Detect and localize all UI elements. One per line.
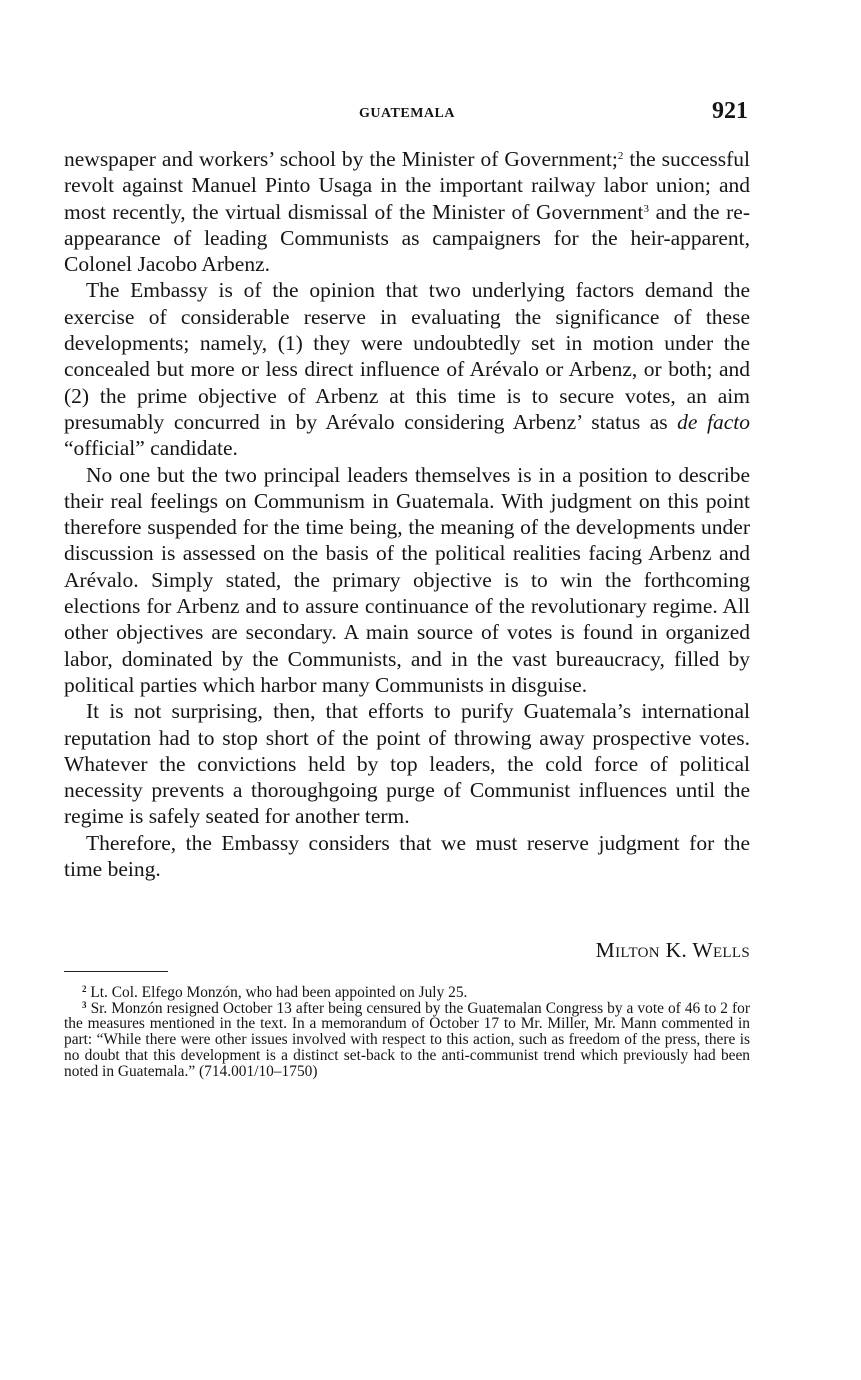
paragraph-text: newspaper and workers’ school by the Minister of Government;	[64, 147, 618, 171]
paragraph	[64, 830, 750, 883]
body-text	[64, 146, 750, 882]
footnote-reference: 3	[643, 202, 649, 215]
paragraph-text: “official” candidate.	[64, 436, 238, 461]
paragraph	[64, 146, 750, 277]
paragraph-text: the successful revolt against Manuel Pinto Usaga in the important railway labor union; and most recently, the virtual dismissal of the Minister of Government	[64, 147, 750, 224]
footnote-text: Sr. Monzón resigned October 13 after being censured by the Guatemalan Congress by a vote of 46 to 2 for the measures mentioned in the text. In a memorandum of October 17 to Mr. Miller, Mr. Mann commented in part: “While there were other issues involved with respect to this action, such as freedom of the press, there is no doubt that this development is a distinct set-back to the anti-communist trend which previously had been noted in Guatemala.” (714.001/10–1750)	[64, 999, 750, 1080]
page-number: 921	[712, 98, 748, 124]
footnote-reference: 2	[617, 150, 624, 162]
footnotes	[64, 985, 750, 1079]
paragraph	[64, 698, 750, 829]
footnote-marker: 3	[82, 999, 87, 1010]
paragraph	[64, 462, 750, 699]
footnote	[64, 985, 750, 1001]
paragraph-text: It is not surprising, then, that efforts to purify Guatemala’s international reputation had to stop short of the point of throwing away prospective votes. Whatever the convictions held by top leaders, the cold force of political necessity prevents a thoroughgoing purge of Communist influences until the regime is safely seated for another term.	[64, 699, 750, 829]
running-title: GUATEMALA	[358, 106, 456, 121]
paragraph-text: and the re-appearance of leading Communists as campaigners for the heir-apparent, Colonel Jacobo Arbenz.	[64, 199, 750, 277]
footnote	[64, 1001, 750, 1080]
italic-text: de facto	[677, 409, 750, 434]
paragraph	[64, 277, 750, 461]
paragraph-text: No one but the two principal leaders themselves is in a position to describe their real feelings on Communism in Guatemala. With judgment on this point therefore suspended for the time being, the meaning of the developments under discussion is assessed on the basis of the political realities facing Arbenz and Arévalo. Simply stated, the primary objective is to win the forthcoming elections for Arbenz and to assure continuance of the revolutionary regime. All other objectives are secondary. A main source of votes is found in organized labor, dominated by the Communists, and in the vast bureaucracy, filled by political parties which harbor many Communists in disguise.	[64, 462, 750, 697]
signature: Milton K. Wells	[595, 938, 750, 962]
paragraph-text: The Embassy is of the opinion that two underlying factors demand the exercise of considerable reserve in evaluating the significance of these developments; namely, (1) they were undoubtedly set in motion under the concealed but more or less direct influence of Arévalo or Arbenz, or both; and (2) the prime objective of Arbenz at this time is to secure votes, an aim presumably concurred in by Arévalo considering Arbenz’ status as	[64, 278, 750, 434]
paragraph-text: Therefore, the Embassy considers that we must reserve judgment for the time being.	[64, 830, 750, 882]
footnote-text: Lt. Col. Elfego Monzón, who had been appointed on July 25.	[90, 984, 468, 1001]
footnote-marker: 2	[82, 984, 87, 994]
footnote-divider	[64, 971, 168, 972]
page-header	[64, 98, 750, 130]
